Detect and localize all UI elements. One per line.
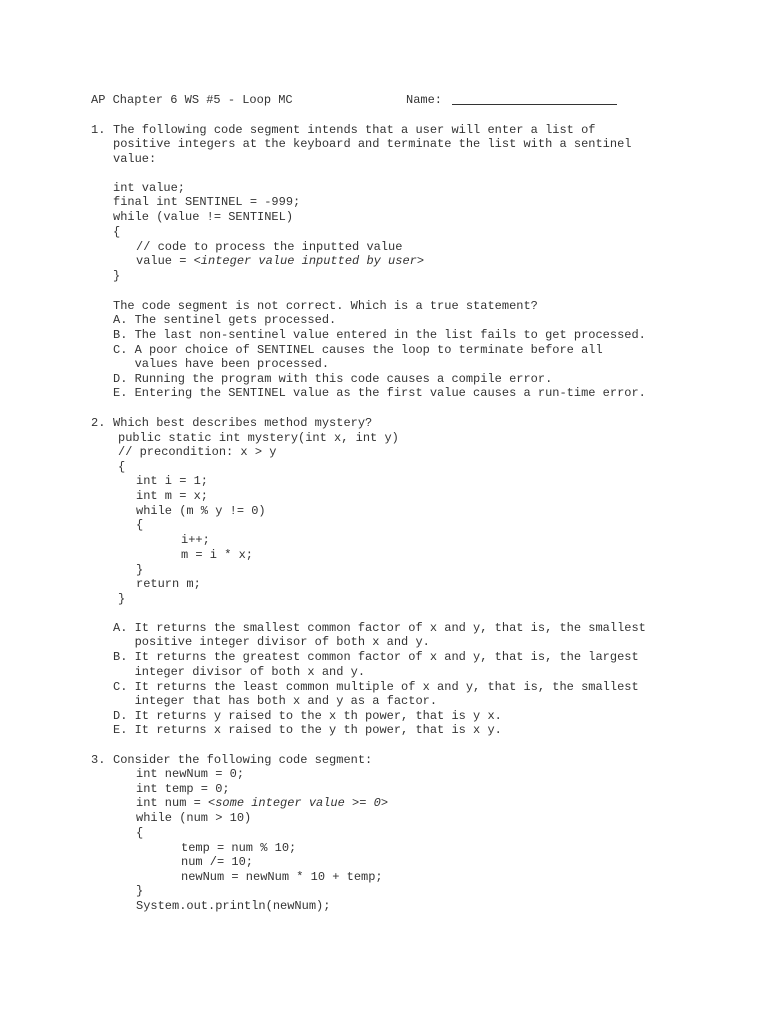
code-line bbox=[136, 796, 388, 810]
code-line: num /= 10; bbox=[181, 855, 254, 869]
code-line bbox=[136, 254, 424, 268]
answer-choice: C. A poor choice of SENTINEL causes the loop to terminate before all bbox=[113, 343, 603, 357]
code-line: int i = 1; bbox=[136, 474, 209, 488]
question-number: 2. bbox=[91, 416, 106, 430]
name-label: Name: bbox=[406, 93, 443, 107]
code-line: public static int mystery(int x, int y) bbox=[118, 431, 399, 445]
code-comment: // code to process the inputted value bbox=[136, 240, 403, 254]
answer-choice: A. The sentinel gets processed. bbox=[113, 313, 337, 327]
answer-choice: values have been processed. bbox=[113, 357, 330, 371]
answer-choice: B. It returns the greatest common factor of x and y, that is, the largest bbox=[113, 650, 639, 664]
code-line: final int SENTINEL = -999; bbox=[113, 195, 301, 209]
code-line: { bbox=[113, 225, 121, 239]
question-number: 1. bbox=[91, 123, 106, 137]
answer-choice: integer divisor of both x and y. bbox=[113, 665, 366, 679]
code-line: newNum = newNum * 10 + temp; bbox=[181, 870, 383, 884]
question-prompt-line: The following code segment intends that a user will enter a list of bbox=[113, 123, 596, 137]
answer-choice: E. It returns x raised to the y th power, that is x y. bbox=[113, 723, 502, 737]
code-line: { bbox=[136, 826, 144, 840]
worksheet-title: AP Chapter 6 WS #5 - Loop MC bbox=[91, 93, 293, 107]
code-line: return m; bbox=[136, 577, 201, 591]
code-comment: // precondition: x > y bbox=[118, 445, 277, 459]
code-line: } bbox=[113, 269, 121, 283]
code-line: int value; bbox=[113, 181, 186, 195]
question-stem: The code segment is not correct. Which is a true statement? bbox=[113, 299, 538, 313]
code-line: while (num > 10) bbox=[136, 811, 252, 825]
answer-choice: integer that has both x and y as a factor. bbox=[113, 694, 438, 708]
question-prompt-line: Which best describes method mystery? bbox=[113, 416, 373, 430]
code-line: int temp = 0; bbox=[136, 782, 230, 796]
code-line: } bbox=[136, 884, 144, 898]
code-text: int num = bbox=[136, 796, 209, 810]
question-number: 3. bbox=[91, 753, 106, 767]
answer-choice: positive integer divisor of both x and y. bbox=[113, 635, 430, 649]
code-placeholder: <integer value inputted by user> bbox=[193, 254, 425, 268]
answer-choice: E. Entering the SENTINEL value as the first value causes a run-time error. bbox=[113, 386, 646, 400]
question-prompt-line: value: bbox=[113, 152, 157, 166]
question-prompt-line: Consider the following code segment: bbox=[113, 753, 373, 767]
question-prompt-line: positive integers at the keyboard and terminate the list with a sentinel bbox=[113, 137, 632, 151]
name-blank-line bbox=[452, 104, 617, 105]
code-line: } bbox=[136, 563, 144, 577]
code-line: { bbox=[136, 518, 144, 532]
answer-choice: A. It returns the smallest common factor of x and y, that is, the smallest bbox=[113, 621, 646, 635]
answer-choice: D. Running the program with this code causes a compile error. bbox=[113, 372, 553, 386]
answer-choice: D. It returns y raised to the x th power, that is y x. bbox=[113, 709, 502, 723]
code-line: System.out.println(newNum); bbox=[136, 899, 331, 913]
answer-choice: B. The last non-sentinel value entered in the list fails to get processed. bbox=[113, 328, 646, 342]
code-text: value = bbox=[136, 254, 194, 268]
code-line: i++; bbox=[181, 533, 210, 547]
code-line: while (m % y != 0) bbox=[136, 504, 266, 518]
code-line: m = i * x; bbox=[181, 548, 254, 562]
code-line: temp = num % 10; bbox=[181, 841, 297, 855]
code-line: { bbox=[118, 460, 126, 474]
code-line: int m = x; bbox=[136, 489, 209, 503]
code-line: } bbox=[118, 592, 126, 606]
answer-choice: C. It returns the least common multiple of x and y, that is, the smallest bbox=[113, 680, 639, 694]
code-placeholder: <some integer value >= 0> bbox=[208, 796, 389, 810]
code-line: int newNum = 0; bbox=[136, 767, 245, 781]
code-line: while (value != SENTINEL) bbox=[113, 210, 294, 224]
